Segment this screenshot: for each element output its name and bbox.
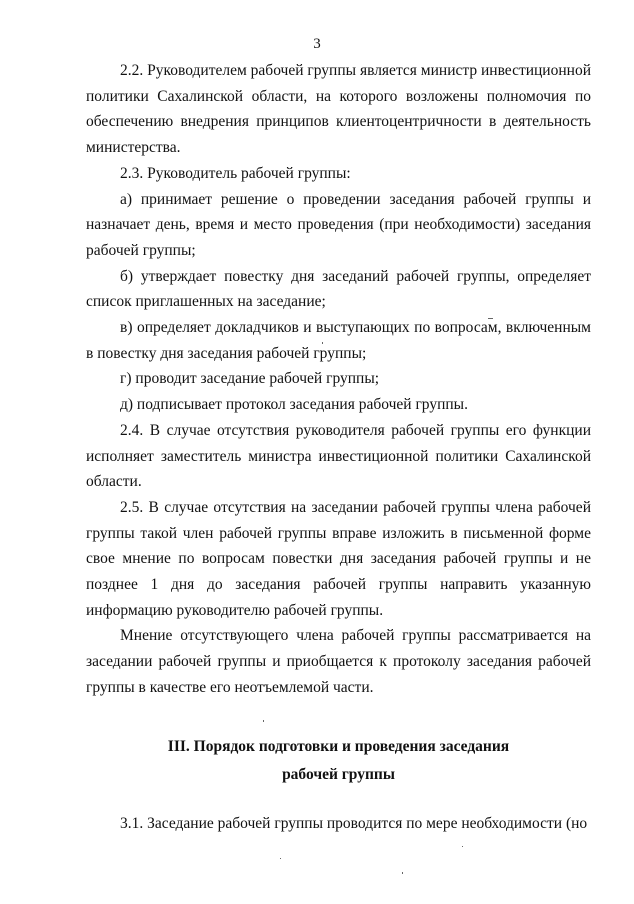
list-item-d: д) подписывает протокол заседания рабочей группы.: [120, 396, 468, 414]
paragraph-2-2: 2.2. Руководителем рабочей группы является министр инвестиционной политики Сахалинской области, на которого возложены полномочия по обеспечению внедрения принципов клиентоцентричности в деятельность министерства.: [86, 62, 591, 157]
list-item-b: б) утверждает повестку дня заседаний рабочей группы, определяет список приглашенных на заседание;: [86, 267, 591, 311]
paragraph-2-5: 2.5. В случае отсутствия на заседании рабочей группы члена рабочей группы такой член рабочей группы вправе изложить в письменной форме свое мнение по вопросам повестки дня заседания рабочей группы и не позднее 1 дня до заседания рабочей группы направить указанную информацию руководителю рабочей группы.: [86, 498, 591, 619]
scan-speck: [462, 846, 463, 847]
scan-speck: [263, 720, 264, 722]
paragraph-2-3: 2.3. Руководитель рабочей группы:: [120, 164, 351, 182]
section-3-body: [86, 811, 591, 837]
page-number: 3: [313, 36, 321, 52]
list-item-a: а) принимает решение о проведении заседания рабочей группы и назначает день, время и место проведения (при необходимости) заседания рабочей группы;: [86, 190, 591, 259]
list-item-v: в) определяет докладчиков и выступающих по вопросам, включенным в повестку дня заседания рабочей группы;: [86, 319, 591, 362]
section-2-body: [86, 58, 591, 701]
section-heading-line-2: рабочей группы: [282, 766, 395, 783]
scan-speck: [488, 318, 493, 319]
section-heading-line-1: III. Порядок подготовки и проведения заседания: [167, 738, 510, 755]
paragraph-3-1: 3.1. Заседание рабочей группы проводится по мере необходимости (но: [120, 815, 588, 832]
scan-speck: [280, 858, 281, 859]
scan-speck: [322, 342, 323, 344]
scan-speck: [402, 872, 403, 874]
list-item-g: г) проводит заседание рабочей группы;: [120, 370, 380, 388]
paragraph-absent-member-opinion: Мнение отсутствующего члена рабочей группы рассматривается на заседании рабочей группы и приобщается к протоколу заседания рабочей группы в качестве его неотъемлемой части.: [86, 627, 591, 696]
paragraph-2-4: 2.4. В случае отсутствия руководителя рабочей группы его функции исполняет заместитель министра инвестиционной политики Сахалинской области.: [86, 421, 591, 491]
